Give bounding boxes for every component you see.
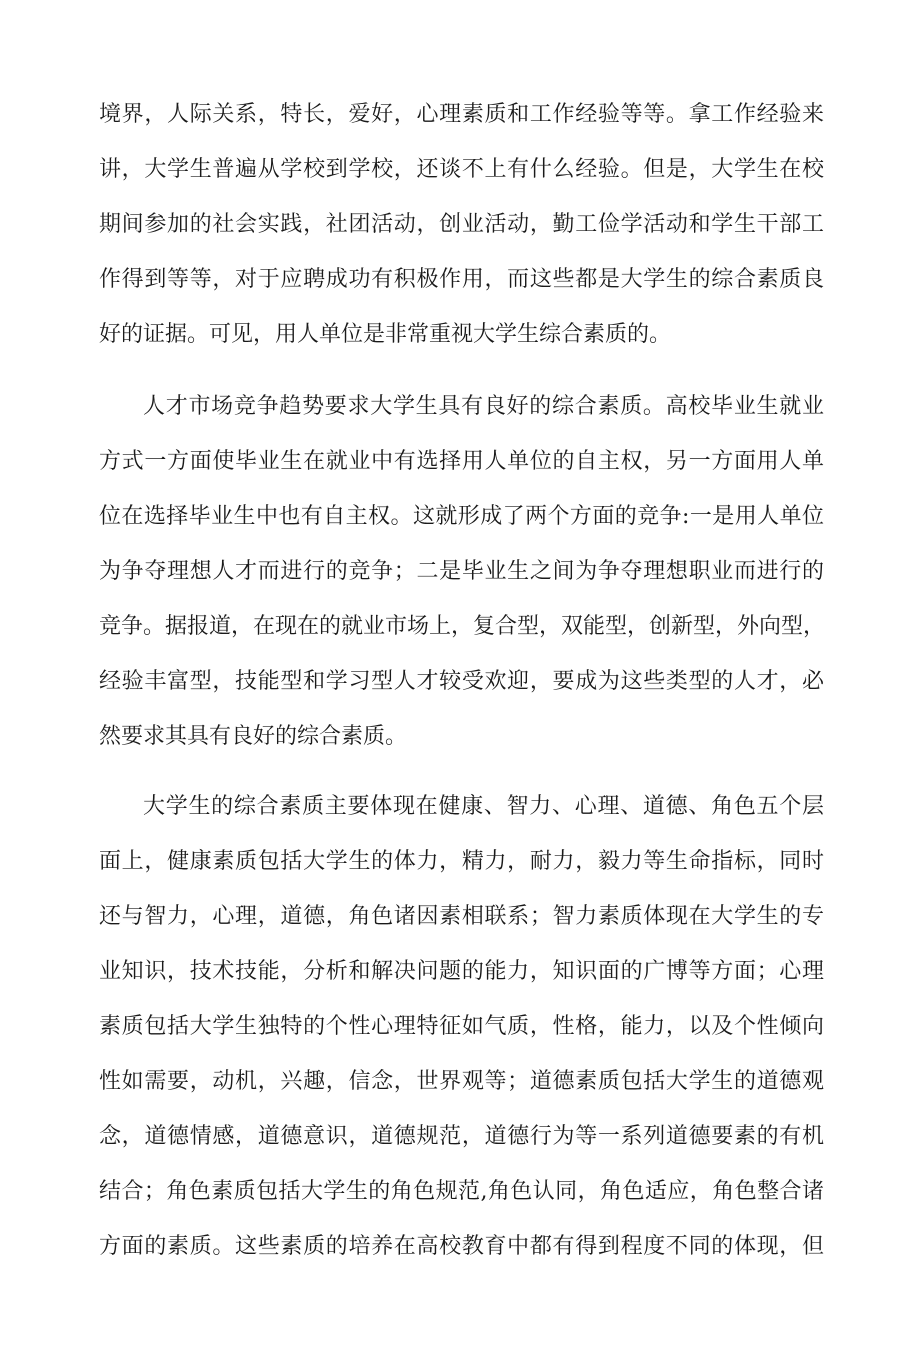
paragraph-2-line-1: 人才市场竞争趋势要求大学生具有良好的综合素质。高校毕业生就业 (143, 394, 824, 419)
paragraph-1-line-1: 境界，人际关系，特长，爱好，心理素质和工作经验等等。拿工作经验来 (99, 102, 824, 127)
paragraph-2-line-3: 位在选择毕业生中也有自主权。这就形成了两个方面的竞争:一是用人单位 (99, 504, 824, 529)
paragraph-3-line-8: 结合；角色素质包括大学生的角色规范,角色认同，角色适应，角色整合诸 (99, 1179, 824, 1204)
paragraph-2-line-5: 竞争。据报道，在现在的就业市场上，复合型，双能型，创新型，外向型， (99, 614, 826, 639)
paragraph-3-line-7: 念，道德情感，道德意识，道德规范，道德行为等一系列道德要素的有机 (99, 1124, 824, 1149)
paragraph-1-line-3: 期间参加的社会实践，社团活动，创业活动，勤工俭学活动和学生干部工 (99, 212, 824, 237)
paragraph-2-line-2: 方式一方面使毕业生在就业中有选择用人单位的自主权，另一方面用人单 (99, 449, 824, 474)
paragraph-3-line-3: 还与智力，心理，道德，角色诸因素相联系；智力素质体现在大学生的专 (99, 904, 824, 929)
paragraph-3-line-4: 业知识，技术技能，分析和解决问题的能力，知识面的广博等方面；心理 (99, 959, 824, 984)
paragraph-3-line-6: 性如需要，动机，兴趣，信念，世界观等；道德素质包括大学生的道德观 (99, 1069, 824, 1094)
paragraph-3-line-1: 大学生的综合素质主要体现在健康、智力、心理、道德、角色五个层 (143, 794, 824, 819)
paragraph-3-line-5: 素质包括大学生独特的个性心理特征如气质，性格，能力，以及个性倾向 (99, 1014, 824, 1039)
paragraph-3-line-9: 方面的素质。这些素质的培养在高校教育中都有得到程度不同的体现，但 (99, 1234, 824, 1259)
paragraph-3-line-2: 面上，健康素质包括大学生的体力，精力，耐力，毅力等生命指标，同时 (99, 849, 824, 874)
paragraph-1-line-2: 讲，大学生普遍从学校到学校，还谈不上有什么经验。但是，大学生在校 (99, 157, 824, 182)
paragraph-2-line-4: 为争夺理想人才而进行的竞争；二是毕业生之间为争夺理想职业而进行的 (99, 559, 824, 584)
paragraph-1-line-4: 作得到等等，对于应聘成功有积极作用，而这些都是大学生的综合素质良 (99, 267, 824, 292)
paragraph-1-line-5: 好的证据。可见，用人单位是非常重视大学生综合素质的。 (99, 322, 672, 347)
paragraph-2-line-7: 然要求其具有良好的综合素质。 (99, 724, 408, 749)
paragraph-2-line-6: 经验丰富型，技能型和学习型人才较受欢迎，要成为这些类型的人才，必 (99, 669, 824, 694)
